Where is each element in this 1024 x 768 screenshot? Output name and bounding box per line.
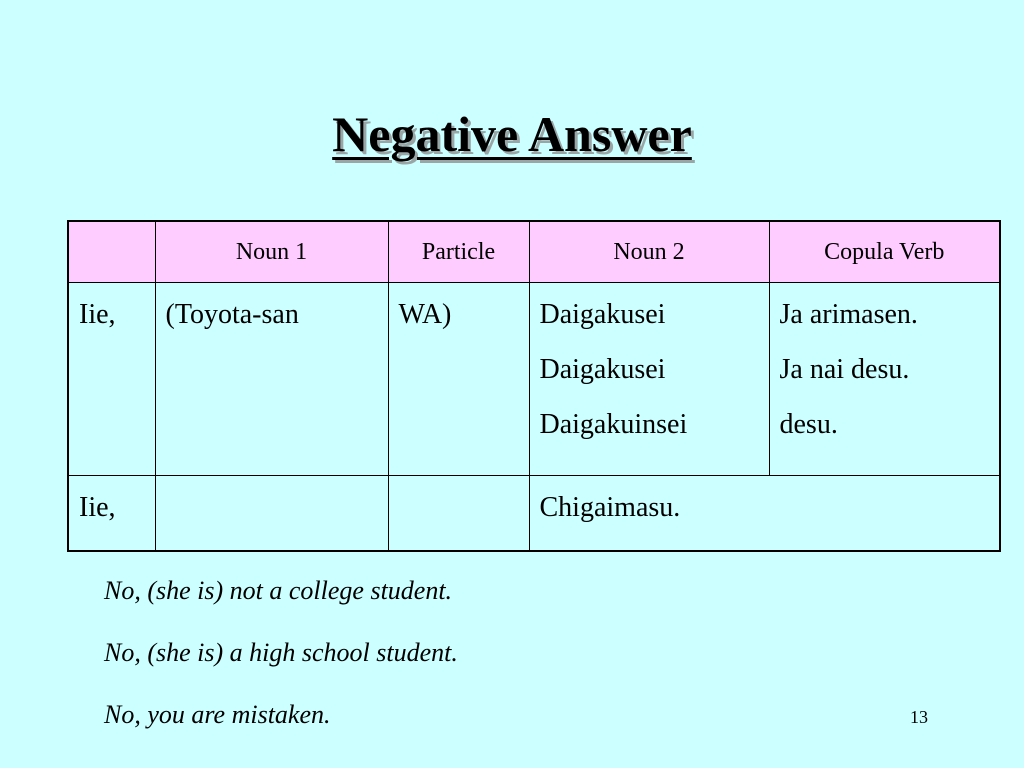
header-blank xyxy=(68,221,155,283)
cell-particle: WA) xyxy=(388,283,529,476)
cell-noun-1: (Toyota-san xyxy=(155,283,388,476)
copula-option: Ja nai desu. xyxy=(779,354,910,385)
slide-number: 13 xyxy=(910,707,928,727)
copula-option: Ja arimasen. xyxy=(779,299,918,330)
cell-noun-1-empty xyxy=(155,476,388,552)
gloss-not-college-student: No, (she is) not a college student. xyxy=(104,576,453,605)
copula-option: desu. xyxy=(779,409,838,440)
gloss-high-school-student: No, (she is) a high school student. xyxy=(104,638,458,667)
cell-chigaimasu: Chigaimasu. xyxy=(529,476,1000,552)
cell-iie: Iie, xyxy=(68,283,155,476)
noun-2-option: Daigakusei xyxy=(539,354,666,385)
cell-noun-2 xyxy=(529,283,769,476)
header-noun-2: Noun 2 xyxy=(529,221,769,283)
cell-particle-empty xyxy=(388,476,529,552)
gloss-mistaken: No, you are mistaken. xyxy=(104,700,331,729)
slide-title: Negative Answer xyxy=(332,106,692,162)
header-particle: Particle xyxy=(388,221,529,283)
header-copula-verb: Copula Verb xyxy=(769,221,1000,283)
noun-2-option: Daigakuinsei xyxy=(539,409,688,440)
cell-iie: Iie, xyxy=(68,476,155,552)
header-noun-1: Noun 1 xyxy=(155,221,388,283)
table-row xyxy=(68,283,1000,476)
noun-2-option: Daigakusei xyxy=(539,299,666,330)
cell-copula-verb xyxy=(769,283,1000,476)
table-header-row xyxy=(68,221,1000,283)
table-row xyxy=(68,476,1000,552)
grammar-table xyxy=(67,220,1001,552)
